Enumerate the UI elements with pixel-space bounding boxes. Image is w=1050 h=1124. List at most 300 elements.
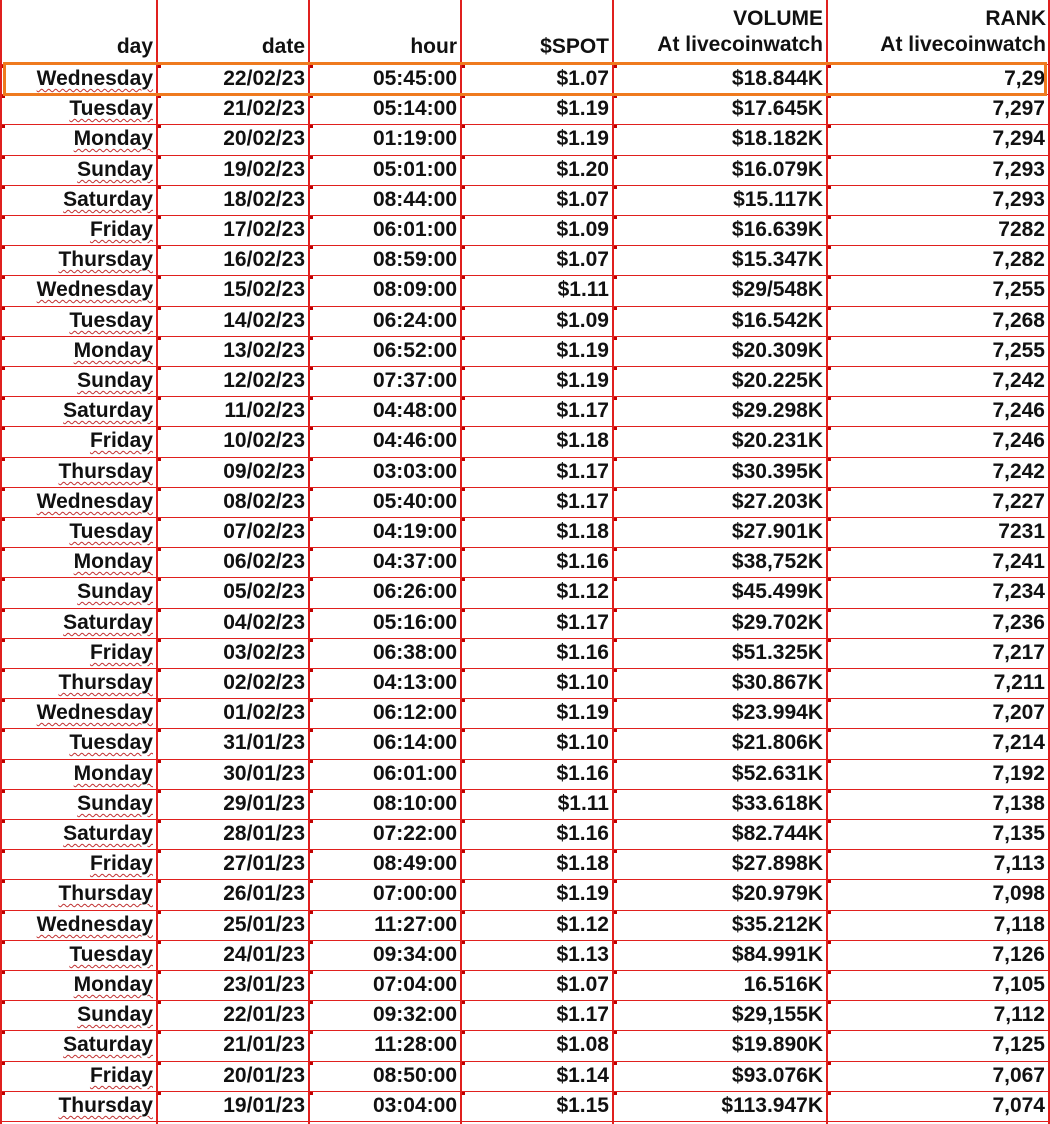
cell-spot[interactable]: $1.18 <box>556 520 609 543</box>
cell-rank[interactable]: 7,207 <box>992 701 1045 724</box>
cell-marker <box>158 337 161 340</box>
cell-rank[interactable]: 7,118 <box>993 913 1045 936</box>
cell-rank[interactable]: 7,217 <box>992 641 1045 664</box>
cell-spot[interactable]: $1.09 <box>556 218 609 241</box>
cell-marker <box>310 639 313 642</box>
cell-spot[interactable]: $1.19 <box>556 369 609 392</box>
cell-day[interactable]: Friday <box>89 641 153 664</box>
cell-spot[interactable]: $1.17 <box>556 1003 609 1026</box>
cell-date[interactable]: 28/01/23 <box>223 822 305 845</box>
cell-marker <box>310 488 313 491</box>
cell-marker <box>2 276 5 279</box>
cell-volume[interactable]: $30.867K <box>731 671 823 694</box>
cell-date[interactable]: 01/02/23 <box>223 701 305 724</box>
cell-day[interactable]: Tuesday <box>69 731 153 754</box>
cell-volume[interactable]: $18.844K <box>731 67 823 90</box>
cell-volume[interactable]: $52.631K <box>731 762 823 785</box>
cell-volume[interactable]: $17.645K <box>731 97 823 120</box>
cell-date[interactable]: 13/02/23 <box>223 339 305 362</box>
cell-spot[interactable]: $1.13 <box>556 943 609 966</box>
cell-hour[interactable]: 01:19:00 <box>372 127 457 150</box>
cell-hour[interactable]: 05:16:00 <box>372 611 457 634</box>
cell-date[interactable]: 25/01/23 <box>223 913 305 936</box>
cell-day[interactable]: Wednesday <box>36 913 153 936</box>
cell-marker <box>828 941 831 944</box>
cell-rank[interactable]: 7,227 <box>992 490 1045 513</box>
cell-date[interactable]: 11/02/23 <box>224 399 305 422</box>
cell-marker <box>828 307 831 310</box>
cell-marker <box>462 367 465 370</box>
cell-marker <box>158 850 161 853</box>
cell-date[interactable]: 06/02/23 <box>223 550 305 573</box>
cell-day[interactable]: Saturday <box>63 1033 153 1056</box>
cell-marker <box>310 397 313 400</box>
cell-hour[interactable]: 05:01:00 <box>372 158 457 181</box>
cell-date[interactable]: 27/01/23 <box>223 852 305 875</box>
cell-date[interactable]: 19/01/23 <box>223 1094 305 1117</box>
cell-day[interactable]: Friday <box>89 852 153 875</box>
cell-marker <box>614 397 617 400</box>
cell-hour[interactable]: 08:49:00 <box>372 852 457 875</box>
cell-day[interactable]: Tuesday <box>69 943 153 966</box>
cell-marker <box>828 125 831 128</box>
cell-volume[interactable]: $33.618K <box>731 792 823 815</box>
cell-date[interactable]: 21/01/23 <box>223 1033 305 1056</box>
cell-marker <box>462 639 465 642</box>
cell-hour[interactable]: 06:12:00 <box>372 701 457 724</box>
cell-day[interactable]: Monday <box>73 550 153 573</box>
cell-spot[interactable]: $1.18 <box>556 429 609 452</box>
cell-day[interactable]: Sunday <box>77 1003 153 1026</box>
cell-date[interactable]: 08/02/23 <box>223 490 305 513</box>
cell-spot[interactable]: $1.18 <box>556 852 609 875</box>
cell-rank[interactable]: 7,074 <box>992 1094 1045 1117</box>
cell-day[interactable]: Sunday <box>77 158 153 181</box>
cell-volume[interactable]: $38,752K <box>731 550 823 573</box>
cell-spot[interactable]: $1.11 <box>557 792 609 815</box>
cell-marker <box>158 246 161 249</box>
cell-rank[interactable]: 7,214 <box>992 731 1045 754</box>
cell-hour[interactable]: 07:04:00 <box>372 973 457 996</box>
cell-date[interactable]: 29/01/23 <box>223 792 305 815</box>
cell-hour[interactable]: 04:19:00 <box>372 520 457 543</box>
cell-hour[interactable]: 08:44:00 <box>372 188 457 211</box>
cell-marker <box>310 1031 313 1034</box>
cell-rank[interactable]: 7,211 <box>993 671 1045 694</box>
cell-marker <box>614 458 617 461</box>
cell-marker <box>828 911 831 914</box>
cell-day[interactable]: Sunday <box>77 369 153 392</box>
cell-spot[interactable]: $1.10 <box>556 731 609 754</box>
cell-marker <box>2 397 5 400</box>
cell-date[interactable]: 22/01/23 <box>223 1003 305 1026</box>
cell-marker <box>828 699 831 702</box>
cell-rank[interactable]: 7,112 <box>993 1003 1045 1026</box>
row-divider <box>0 1121 1050 1122</box>
cell-spot[interactable]: $1.07 <box>556 973 609 996</box>
cell-marker <box>614 971 617 974</box>
cell-volume[interactable]: $29.298K <box>731 399 823 422</box>
cell-day[interactable]: Friday <box>89 1064 153 1087</box>
cell-day[interactable]: Sunday <box>77 580 153 603</box>
cell-volume[interactable]: 16.516K <box>743 973 823 996</box>
cell-rank[interactable]: 7,192 <box>992 762 1045 785</box>
cell-spot[interactable]: $1.09 <box>556 309 609 332</box>
cell-marker <box>614 427 617 430</box>
cell-marker <box>462 578 465 581</box>
cell-day[interactable]: Wednesday <box>36 278 153 301</box>
cell-spot[interactable]: $1.07 <box>556 188 609 211</box>
cell-hour[interactable]: 06:24:00 <box>372 309 457 332</box>
cell-marker <box>310 578 313 581</box>
cell-marker <box>310 458 313 461</box>
cell-date[interactable]: 15/02/23 <box>223 278 305 301</box>
cell-hour[interactable]: 04:46:00 <box>372 429 457 452</box>
cell-marker <box>2 639 5 642</box>
cell-marker <box>158 729 161 732</box>
cell-day[interactable]: Thursday <box>58 460 153 483</box>
cell-hour[interactable]: 11:27:00 <box>374 913 457 936</box>
cell-volume[interactable]: $113.947K <box>721 1094 823 1117</box>
cell-day[interactable]: Monday <box>73 339 153 362</box>
cell-marker <box>2 1031 5 1034</box>
cell-marker <box>614 1031 617 1034</box>
cell-rank[interactable]: 7231 <box>998 520 1045 543</box>
cell-marker <box>158 609 161 612</box>
cell-marker <box>310 941 313 944</box>
cell-hour[interactable]: 05:40:00 <box>372 490 457 513</box>
cell-day[interactable]: Thursday <box>58 882 153 905</box>
cell-marker <box>462 911 465 914</box>
cell-marker <box>158 458 161 461</box>
cell-rank[interactable]: 7,255 <box>992 278 1045 301</box>
cell-marker <box>310 880 313 883</box>
cell-marker <box>2 307 5 310</box>
cell-date[interactable]: 24/01/23 <box>223 943 305 966</box>
cell-marker <box>828 850 831 853</box>
cell-volume[interactable]: $20.309K <box>731 339 823 362</box>
cell-day[interactable]: Monday <box>73 762 153 785</box>
cell-hour[interactable]: 05:45:00 <box>372 67 457 90</box>
cell-volume[interactable]: $15.347K <box>731 248 823 271</box>
cell-marker <box>828 971 831 974</box>
cell-day[interactable]: Monday <box>73 127 153 150</box>
cell-rank[interactable]: 7,234 <box>992 580 1045 603</box>
cell-rank[interactable]: 7,236 <box>992 611 1045 634</box>
cell-marker <box>310 820 313 823</box>
cell-volume[interactable]: $21.806K <box>731 731 823 754</box>
cell-rank[interactable]: 7,098 <box>992 882 1045 905</box>
cell-hour[interactable]: 07:22:00 <box>372 822 457 845</box>
cell-day[interactable]: Friday <box>89 218 153 241</box>
cell-rank[interactable]: 7,293 <box>992 188 1045 211</box>
cell-spot[interactable]: $1.15 <box>556 1094 609 1117</box>
cell-spot[interactable]: $1.16 <box>556 762 609 785</box>
cell-volume[interactable]: $27.901K <box>731 520 823 543</box>
cell-hour[interactable]: 03:04:00 <box>372 1094 457 1117</box>
cell-date[interactable]: 16/02/23 <box>223 248 305 271</box>
cell-rank[interactable]: 7,126 <box>992 943 1045 966</box>
cell-rank[interactable]: 7,255 <box>992 339 1045 362</box>
cell-hour[interactable]: 03:03:00 <box>372 460 457 483</box>
cell-rank[interactable]: 7,242 <box>992 460 1045 483</box>
cell-spot[interactable]: $1.16 <box>556 641 609 664</box>
cell-marker <box>2 941 5 944</box>
cell-spot[interactable]: $1.11 <box>557 278 609 301</box>
cell-rank[interactable]: 7,138 <box>992 792 1045 815</box>
cell-date[interactable]: 03/02/23 <box>223 641 305 664</box>
cell-marker <box>310 246 313 249</box>
cell-volume[interactable]: $35.212K <box>731 913 823 936</box>
cell-rank[interactable]: 7,135 <box>992 822 1045 845</box>
cell-hour[interactable]: 06:52:00 <box>372 339 457 362</box>
header-spot[interactable]: $SPOT <box>540 35 609 58</box>
cell-marker <box>828 276 831 279</box>
cell-spot[interactable]: $1.20 <box>556 158 609 181</box>
cell-volume[interactable]: $29,155K <box>731 1003 823 1026</box>
cell-spot[interactable]: $1.19 <box>556 97 609 120</box>
cell-day[interactable]: Saturday <box>63 822 153 845</box>
cell-marker <box>462 276 465 279</box>
cell-rank[interactable]: 7,268 <box>992 309 1045 332</box>
cell-marker <box>310 729 313 732</box>
cell-marker <box>462 548 465 551</box>
cell-day[interactable]: Thursday <box>58 248 153 271</box>
cell-day[interactable]: Thursday <box>58 671 153 694</box>
cell-marker <box>462 518 465 521</box>
cell-spot[interactable]: $1.07 <box>556 67 609 90</box>
cell-volume[interactable]: $27.898K <box>731 852 823 875</box>
cell-date[interactable]: 12/02/23 <box>223 369 305 392</box>
cell-marker <box>462 397 465 400</box>
cell-volume[interactable]: $18.182K <box>731 127 823 150</box>
cell-date[interactable]: 21/02/23 <box>223 97 305 120</box>
cell-marker <box>828 427 831 430</box>
cell-spot[interactable]: $1.17 <box>556 399 609 422</box>
cell-marker <box>614 1001 617 1004</box>
cell-marker <box>158 1001 161 1004</box>
cell-hour[interactable]: 04:48:00 <box>372 399 457 422</box>
cell-volume[interactable]: $20.225K <box>731 369 823 392</box>
cell-marker <box>2 1001 5 1004</box>
cell-date[interactable]: 26/01/23 <box>223 882 305 905</box>
cell-volume[interactable]: $82.744K <box>731 822 823 845</box>
cell-marker <box>462 186 465 189</box>
cell-rank[interactable]: 7,105 <box>992 973 1045 996</box>
cell-spot[interactable]: $1.12 <box>556 580 609 603</box>
cell-volume[interactable]: $45.499K <box>731 580 823 603</box>
cell-spot[interactable]: $1.19 <box>556 339 609 362</box>
cell-marker <box>158 1062 161 1065</box>
cell-date[interactable]: 31/01/23 <box>223 731 305 754</box>
cell-marker <box>158 639 161 642</box>
cell-volume[interactable]: $93.076K <box>731 1064 823 1087</box>
cell-volume[interactable]: $29.702K <box>731 611 823 634</box>
cell-rank[interactable]: 7,246 <box>992 399 1045 422</box>
cell-date[interactable]: 20/01/23 <box>223 1064 305 1087</box>
cell-spot[interactable]: $1.14 <box>556 1064 609 1087</box>
cell-hour[interactable]: 07:00:00 <box>372 882 457 905</box>
cell-marker <box>310 337 313 340</box>
header-volume[interactable] <box>614 6 826 58</box>
cell-day[interactable]: Thursday <box>58 1094 153 1117</box>
cell-date[interactable]: 14/02/23 <box>223 309 305 332</box>
cell-date[interactable]: 10/02/23 <box>223 429 305 452</box>
cell-date[interactable]: 30/01/23 <box>223 762 305 785</box>
header-day[interactable]: day <box>116 35 153 58</box>
cell-marker <box>614 609 617 612</box>
cell-marker <box>158 820 161 823</box>
cell-spot[interactable]: $1.12 <box>556 913 609 936</box>
cell-day[interactable]: Saturday <box>63 611 153 634</box>
cell-marker <box>2 125 5 128</box>
cell-marker <box>828 548 831 551</box>
cell-hour[interactable]: 05:14:00 <box>372 97 457 120</box>
cell-day[interactable]: Saturday <box>63 399 153 422</box>
cell-marker <box>310 216 313 219</box>
cell-volume[interactable]: $20.979K <box>731 882 823 905</box>
cell-spot[interactable]: $1.08 <box>556 1033 609 1056</box>
cell-date[interactable]: 09/02/23 <box>223 460 305 483</box>
cell-spot[interactable]: $1.10 <box>556 671 609 694</box>
cell-hour[interactable]: 06:26:00 <box>372 580 457 603</box>
cell-date[interactable]: 20/02/23 <box>223 127 305 150</box>
cell-spot[interactable]: $1.16 <box>556 550 609 573</box>
cell-rank[interactable]: 7,282 <box>992 248 1045 271</box>
cell-marker <box>2 216 5 219</box>
cell-spot[interactable]: $1.17 <box>556 460 609 483</box>
cell-marker <box>2 609 5 612</box>
cell-volume[interactable]: $16.639K <box>731 218 823 241</box>
cell-hour[interactable]: 09:32:00 <box>372 1003 457 1026</box>
cell-rank[interactable]: 7282 <box>998 218 1045 241</box>
cell-day[interactable]: Wednesday <box>36 701 153 724</box>
cell-hour[interactable]: 08:10:00 <box>372 792 457 815</box>
cell-marker <box>158 1092 161 1095</box>
cell-marker <box>614 307 617 310</box>
cell-marker <box>158 790 161 793</box>
cell-hour[interactable]: 08:59:00 <box>372 248 457 271</box>
cell-hour[interactable]: 06:01:00 <box>372 762 457 785</box>
cell-rank[interactable]: 7,246 <box>992 429 1045 452</box>
cell-date[interactable]: 18/02/23 <box>223 188 305 211</box>
cell-date[interactable]: 07/02/23 <box>223 520 305 543</box>
cell-rank[interactable]: 7,241 <box>992 550 1045 573</box>
cell-day[interactable]: Wednesday <box>36 490 153 513</box>
cell-day[interactable]: Tuesday <box>69 520 153 543</box>
cell-volume[interactable]: $51.325K <box>731 641 823 664</box>
cell-date[interactable]: 02/02/23 <box>223 671 305 694</box>
cell-day[interactable]: Wednesday <box>36 67 153 90</box>
cell-volume[interactable]: $19.890K <box>731 1033 823 1056</box>
cell-marker <box>614 820 617 823</box>
header-hour[interactable]: hour <box>410 35 457 58</box>
cell-marker <box>828 1092 831 1095</box>
cell-volume[interactable]: $16.542K <box>731 309 823 332</box>
cell-day[interactable]: Tuesday <box>69 309 153 332</box>
cell-volume[interactable]: $27.203K <box>731 490 823 513</box>
cell-rank[interactable]: 7,242 <box>992 369 1045 392</box>
cell-marker <box>462 458 465 461</box>
cell-rank[interactable]: 7,294 <box>992 127 1045 150</box>
cell-marker <box>828 578 831 581</box>
cell-spot[interactable]: $1.07 <box>556 248 609 271</box>
cell-marker <box>158 276 161 279</box>
cell-marker <box>2 850 5 853</box>
cell-date[interactable]: 22/02/23 <box>223 67 305 90</box>
cell-date[interactable]: 05/02/23 <box>223 580 305 603</box>
cell-spot[interactable]: $1.19 <box>556 701 609 724</box>
cell-marker <box>2 911 5 914</box>
cell-rank[interactable]: 7,125 <box>992 1033 1045 1056</box>
cell-hour[interactable]: 07:37:00 <box>372 369 457 392</box>
cell-volume[interactable]: $20.231K <box>731 429 823 452</box>
cell-day[interactable]: Saturday <box>63 188 153 211</box>
cell-day[interactable]: Monday <box>73 973 153 996</box>
cell-volume[interactable]: $23.994K <box>731 701 823 724</box>
header-date[interactable]: date <box>261 35 305 58</box>
cell-marker <box>158 367 161 370</box>
cell-hour[interactable]: 06:01:00 <box>372 218 457 241</box>
cell-day[interactable]: Sunday <box>77 792 153 815</box>
cell-marker <box>2 458 5 461</box>
cell-rank[interactable]: 7,113 <box>993 852 1045 875</box>
cell-spot[interactable]: $1.19 <box>556 127 609 150</box>
cell-hour[interactable]: 11:28:00 <box>374 1033 457 1056</box>
cell-spot[interactable]: $1.17 <box>556 611 609 634</box>
cell-marker <box>158 125 161 128</box>
cell-date[interactable]: 23/01/23 <box>223 973 305 996</box>
cell-marker <box>310 125 313 128</box>
cell-volume[interactable]: $15.117K <box>733 188 823 211</box>
cell-marker <box>614 911 617 914</box>
cell-rank[interactable]: 7,067 <box>992 1064 1045 1087</box>
cell-marker <box>158 156 161 159</box>
cell-hour[interactable]: 06:14:00 <box>372 731 457 754</box>
cell-hour[interactable]: 04:37:00 <box>372 550 457 573</box>
cell-day[interactable]: Tuesday <box>69 97 153 120</box>
cell-rank[interactable]: 7,297 <box>992 97 1045 120</box>
cell-day[interactable]: Friday <box>89 429 153 452</box>
cell-volume[interactable]: $84.991K <box>731 943 823 966</box>
cell-hour[interactable]: 08:09:00 <box>372 278 457 301</box>
cell-marker <box>462 880 465 883</box>
cell-hour[interactable]: 08:50:00 <box>372 1064 457 1087</box>
cell-marker <box>828 186 831 189</box>
cell-marker <box>828 729 831 732</box>
cell-rank[interactable]: 7,29 <box>1004 67 1045 90</box>
cell-date[interactable]: 19/02/23 <box>223 158 305 181</box>
cell-volume[interactable]: $16.079K <box>731 158 823 181</box>
cell-hour[interactable]: 04:13:00 <box>372 671 457 694</box>
cell-marker <box>310 518 313 521</box>
cell-marker <box>614 578 617 581</box>
cell-marker <box>462 246 465 249</box>
cell-spot[interactable]: $1.17 <box>556 490 609 513</box>
cell-volume[interactable]: $30.395K <box>731 460 823 483</box>
cell-date[interactable]: 04/02/23 <box>223 611 305 634</box>
cell-hour[interactable]: 09:34:00 <box>372 943 457 966</box>
cell-spot[interactable]: $1.16 <box>556 822 609 845</box>
cell-date[interactable]: 17/02/23 <box>223 218 305 241</box>
cell-marker <box>614 156 617 159</box>
cell-volume[interactable]: $29/548K <box>731 278 823 301</box>
cell-hour[interactable]: 06:38:00 <box>372 641 457 664</box>
header-rank-line2: At livecoinwatch <box>880 33 1046 56</box>
cell-rank[interactable]: 7,293 <box>992 158 1045 181</box>
cell-spot[interactable]: $1.19 <box>556 882 609 905</box>
header-rank[interactable] <box>828 6 1049 58</box>
